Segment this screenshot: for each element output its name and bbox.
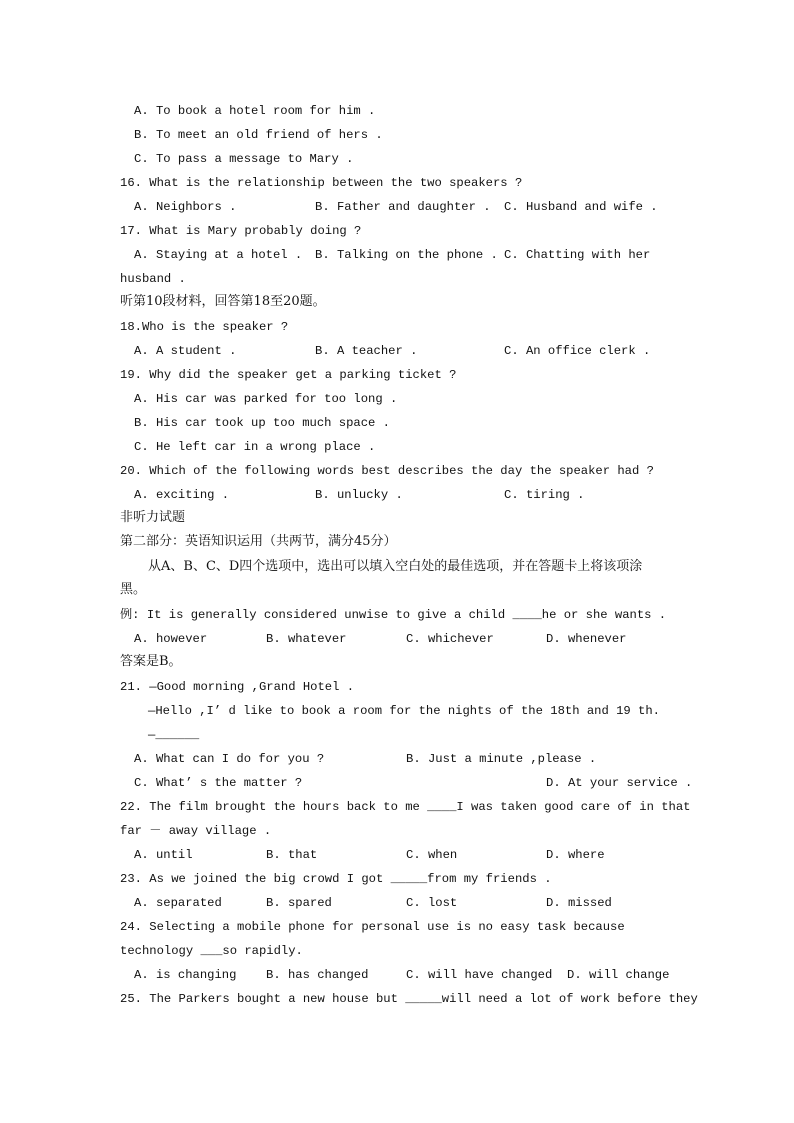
q24-stem-cont: technology ___so rapidly. <box>120 944 303 958</box>
q24-option-b: B. has changed <box>266 968 369 982</box>
q18-option-b: B. A teacher . <box>315 344 418 358</box>
example-answer: 答案是B。 <box>120 654 182 669</box>
q21-option-c: C. What’ s the matter ? <box>134 776 303 790</box>
part-two-directions-cont: 黑。 <box>120 582 147 597</box>
q16-option-c: C. Husband and wife . <box>504 200 658 214</box>
q24-option-d: D. will change <box>567 968 670 982</box>
q21-stem: 21. —Good morning ,Grand Hotel . <box>120 680 355 694</box>
q15-option-b: B. To meet an old friend of hers . <box>134 128 383 142</box>
q24-option-a: A. is changing <box>134 968 237 982</box>
q23-option-b: B. spared <box>266 896 332 910</box>
example-stem: 例: It is generally considered unwise to give a child ____he or she wants . <box>120 608 667 622</box>
q17-option-a: A. Staying at a hotel . <box>134 248 303 262</box>
q16-option-a: A. Neighbors . <box>134 200 237 214</box>
q25-stem: 25. The Parkers bought a new house but _____will need a lot of work before they <box>120 992 698 1006</box>
example-option-b: B. whatever <box>266 632 347 646</box>
q22-option-b: B. that <box>266 848 318 862</box>
q21-option-b: B. Just a minute ,please . <box>406 752 597 766</box>
q18-option-c: C. An office clerk . <box>504 344 651 358</box>
part-two-directions: 从A、B、C、D四个选项中，选出可以填入空白处的最佳选项，并在答题卡上将该项涂 <box>148 559 643 574</box>
example-option-c: C. whichever <box>406 632 494 646</box>
q18-option-a: A. A student . <box>134 344 237 358</box>
q22-stem: 22. The film brought the hours back to me ____I was taken good care of in that <box>120 800 691 814</box>
non-listening-heading: 非听力试题 <box>120 510 186 525</box>
q23-option-d: D. missed <box>546 896 612 910</box>
q18-stem: 18.Who is the speaker ? <box>120 320 289 334</box>
q20-option-b: B. unlucky . <box>315 488 403 502</box>
q17-option-c-cont: husband . <box>120 272 186 286</box>
q20-stem: 20. Which of the following words best describes the day the speaker had ? <box>120 464 654 478</box>
part-two-heading: 第二部分：英语知识运用（共两节，满分45分） <box>120 534 397 549</box>
q22-option-c: C. when <box>406 848 458 862</box>
example-option-a: A. however <box>134 632 208 646</box>
q19-option-c: C. He left car in a wrong place . <box>134 440 376 454</box>
q21-option-a: A. What can I do for you ? <box>134 752 325 766</box>
q19-option-a: A. His car was parked for too long . <box>134 392 398 406</box>
q21-option-d: D. At your service . <box>546 776 693 790</box>
q24-option-c: C. will have changed <box>406 968 553 982</box>
q21-dialogue-3: —______ <box>148 728 200 742</box>
example-option-d: D. whenever <box>546 632 627 646</box>
q22-option-d: D. where <box>546 848 605 862</box>
q17-option-b: B. Talking on the phone . <box>315 248 498 262</box>
q23-stem: 23. As we joined the big crowd I got _____from my friends . <box>120 872 552 886</box>
q21-dialogue-2: —Hello ,I’ d like to book a room for the nights of the 18th and 19 th. <box>148 704 660 718</box>
section-instruction: 听第10段材料，回答第18至20题。 <box>120 294 326 309</box>
q22-stem-cont: far － away village . <box>120 824 272 838</box>
q15-option-a: A. To book a hotel room for him . <box>134 104 376 118</box>
q16-stem: 16. What is the relationship between the two speakers ? <box>120 176 523 190</box>
q23-option-a: A. separated <box>134 896 222 910</box>
q20-option-c: C. tiring . <box>504 488 585 502</box>
q17-option-c: C. Chatting with her <box>504 248 651 262</box>
q24-stem: 24. Selecting a mobile phone for personal use is no easy task because <box>120 920 625 934</box>
q19-option-b: B. His car took up too much space . <box>134 416 390 430</box>
q16-option-b: B. Father and daughter . <box>315 200 491 214</box>
q17-stem: 17. What is Mary probably doing ? <box>120 224 362 238</box>
q20-option-a: A. exciting . <box>134 488 230 502</box>
q15-option-c: C. To pass a message to Mary . <box>134 152 354 166</box>
q23-option-c: C. lost <box>406 896 458 910</box>
q19-stem: 19. Why did the speaker get a parking ticket ? <box>120 368 457 382</box>
q22-option-a: A. until <box>134 848 193 862</box>
